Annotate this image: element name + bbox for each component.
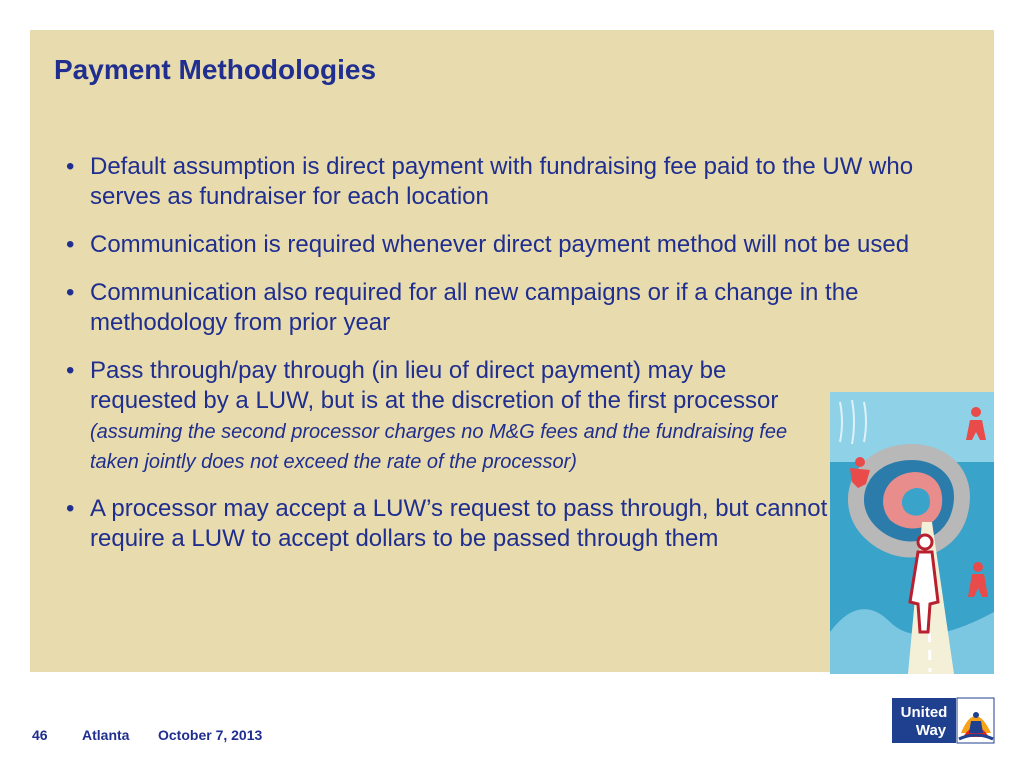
bullet-text: Communication also required for all new campaigns or if a change in the methodology from prior year [90, 279, 859, 336]
bullet-text: A processor may accept a LUW’s request to pass through, but cannot require a LUW to accept dollars to be passed through them [90, 495, 828, 552]
footer-date: October 7, 2013 [158, 727, 263, 743]
bullet-item [62, 230, 942, 260]
page-number: 46 [32, 727, 48, 743]
bullet-item [62, 152, 942, 212]
road-illustration-icon [830, 392, 994, 674]
footer-location: Atlanta [82, 727, 130, 743]
bullet-item [62, 356, 830, 476]
logo-line2: Way [915, 722, 947, 739]
slide-title: Payment Methodologies [54, 54, 377, 85]
bullet-text: Default assumption is direct payment with fundraising fee paid to the UW who serves as fundraiser for each location [90, 153, 914, 210]
bullet-item [62, 278, 942, 338]
bullet-list [62, 152, 942, 572]
logo-line1: United [900, 704, 948, 721]
bullet-text: Communication is required whenever direct payment method will not be used [90, 231, 910, 258]
united-way-logo [891, 697, 995, 744]
bullet-text: Pass through/pay through (in lieu of direct payment) may be requested by a LUW, but is at the discretion of the first processor [90, 357, 779, 414]
bullet-note: (assuming the second processor charges no M&G fees and the fundraising fee taken jointly does not exceed the rate of the processor) [90, 421, 788, 473]
bullet-item [62, 494, 830, 554]
